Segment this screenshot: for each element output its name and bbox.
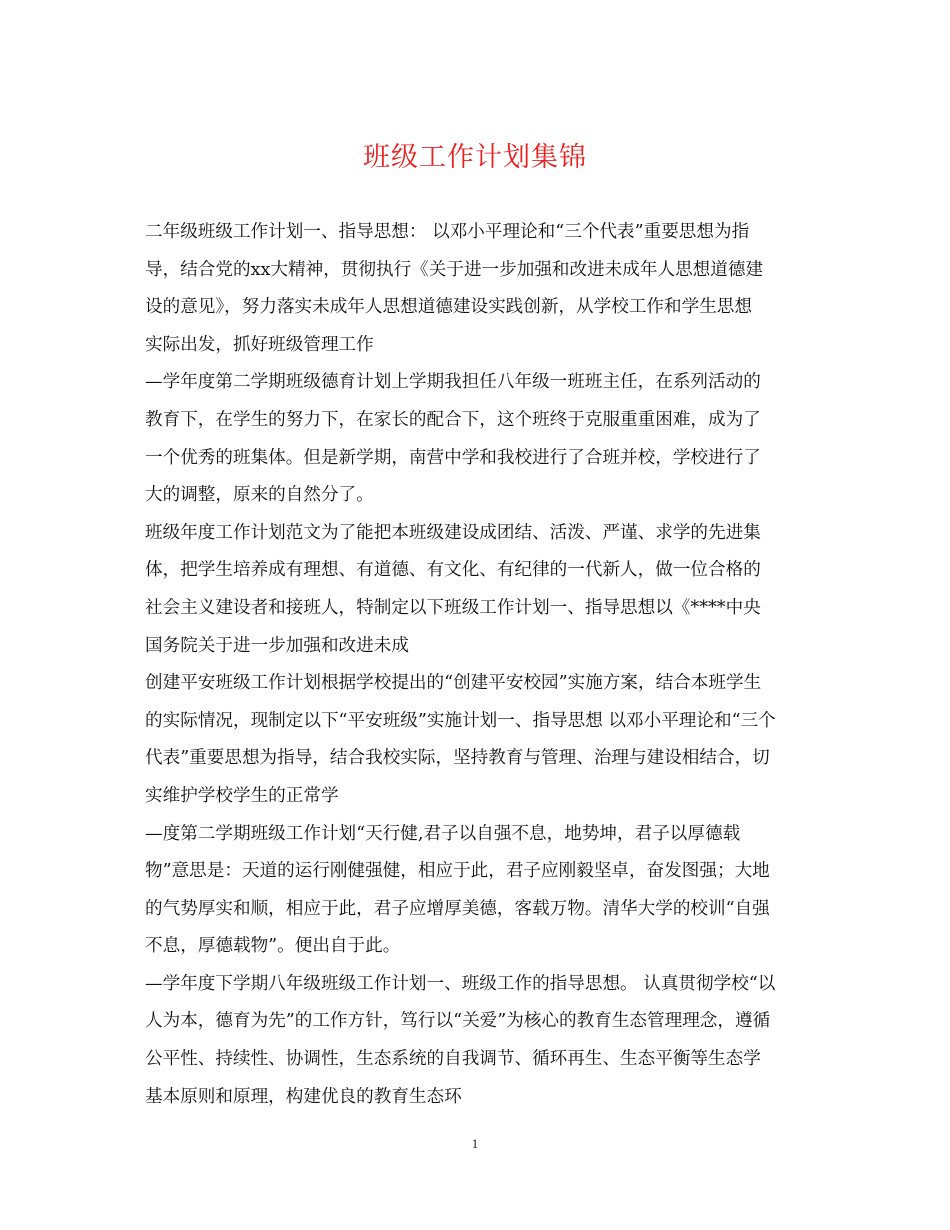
paragraph-3 (145, 515, 810, 665)
paragraph-line: 人为本，德育为先”的工作方针，笃行以“关爱”为核心的教育生态管理理念，遵循 (145, 1011, 771, 1032)
document-body (145, 214, 810, 1116)
paragraph-line: 不息，厚德载物”。便出自于此。 (145, 936, 401, 957)
paragraph-line: —度第二学期班级工作计划“天行健,君子以自强不息，地势坤，君子以厚德载 (145, 823, 741, 844)
paragraph-line: —学年度第二学期班级德育计划上学期我担任八年级一班班主任，在系列活动的 (145, 372, 761, 393)
paragraph-5 (145, 816, 810, 966)
paragraph-line: 实维护学校学生的正常学 (145, 785, 339, 806)
paragraph-line: 一个优秀的班集体。但是新学期，南营中学和我校进行了合班并校，学校进行了 (145, 447, 761, 468)
paragraph-line: 的气势厚实和顺，相应于此，君子应增厚美德，客载万物。清华大学的校训“自强 (145, 898, 770, 919)
page-number: 1 (471, 1136, 479, 1151)
paragraph-line: 教育下，在学生的努力下，在家长的配合下，这个班终于克服重重困难，成为了 (145, 409, 761, 430)
paragraph-2 (145, 364, 810, 514)
paragraph-line: 代表”重要思想为指导，结合我校实际，坚持教育与管理、治理与建设相结合，切 (145, 748, 770, 769)
paragraph-line: 大的调整，原来的自然分了。 (145, 485, 374, 506)
paragraph-line: 班级年度工作计划范文为了能把本班级建设成团结、活泼、严谨、求学的先进集 (145, 522, 761, 543)
paragraph-6 (145, 966, 810, 1116)
paragraph-line: 二年级班级工作计划一、指导思想： 以邓小平理论和“三个代表”重要思想为指 (145, 222, 750, 242)
paragraph-line: 公平性、持续性、协调性，生态系统的自我调节、循环再生、生态平衡等生态学 (145, 1049, 761, 1070)
paragraph-line: —学年度下学期八年级班级工作计划一、班级工作的指导思想。 认真贯彻学校“以 (145, 973, 776, 994)
paragraph-line: 物”意思是：天道的运行刚健强健，相应于此，君子应刚毅坚卓，奋发图强；大地 (145, 861, 770, 882)
paragraph-4 (145, 665, 810, 815)
paragraph-1 (145, 214, 810, 364)
paragraph-line: 创建平安班级工作计划根据学校提出的“创建平安校园”实施方案，结合本班学生 (145, 673, 762, 694)
paragraph-line: 设的意见》，努力落实未成年人思想道德建设实践创新，从学校工作和学生思想 (145, 297, 752, 318)
paragraph-line: 的实际情况，现制定以下“平安班级”实施计划一、指导思想 以邓小平理论和“三个 (145, 710, 776, 731)
paragraph-line: 基本原则和原理，构建优良的教育生态环 (145, 1086, 462, 1107)
paragraph-line: 国务院关于进一步加强和改进未成 (145, 635, 409, 656)
page-title: 班级工作计划集锦 (363, 142, 587, 173)
paragraph-line: 实际出发，抓好班级管理工作 (145, 334, 374, 355)
paragraph-line: 导，结合党的xx大精神，贯彻执行《关于进一步加强和改进未成年人思想道德建 (145, 259, 764, 280)
paragraph-line: 社会主义建设者和接班人，特制定以下班级工作计划一、指导思想以《****中央 (145, 597, 761, 618)
paragraph-line: 体，把学生培养成有理想、有道德、有文化、有纪律的一代新人，做一位合格的 (145, 560, 761, 581)
